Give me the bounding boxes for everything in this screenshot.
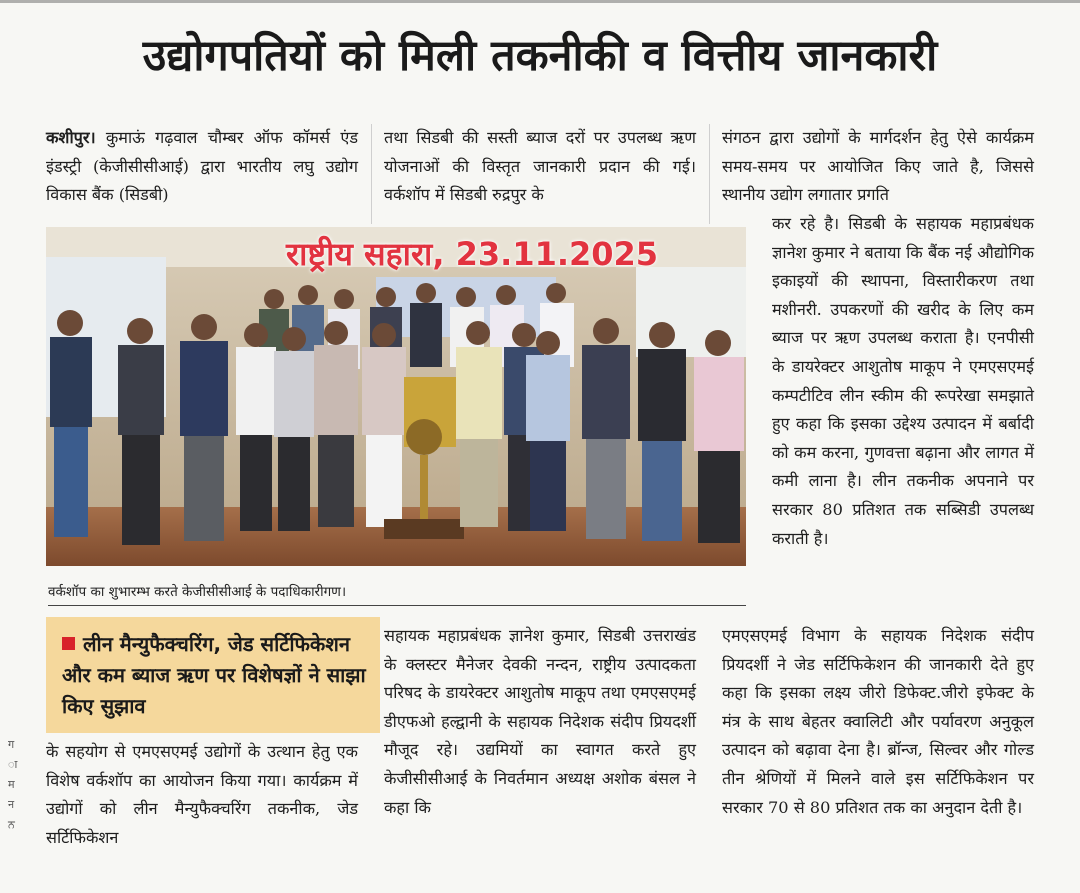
column-3-side-text: कर रहे है। सिडबी के सहायक महाप्रबंधक ज्ञानेश कुमार ने बताया कि बैंक नई औद्योगिक इकाइयों की स्थापना, विस्तारीकरण तथा मशीनरी. उपकरणों की खरीद के लिए कम ब्याज पर ऋण उपलब्ध कराता है। एनपीसी के डायरेक्टर आशुतोष माकूप ने एमएसएमई कम्पटीटिव लीन स्कीम की रूपरेखा समझाते हुए कहा कि इसका उद्देश्य उत्पादन में बर्बादी को कम करना, गुणवत्ता बढ़ाना और लागत में कमी लाना है। लीन तकनीक अपनाने पर सरकार 80 प्रतिशत तक सब्सिडी उपलब्ध कराती है। — [772, 214, 1034, 548]
column-2-top — [384, 124, 696, 210]
column-3-bottom-text: एमएसएमई विभाग के सहायक निदेशक संदीप प्रियदर्शी ने जेड सर्टिफिकेशन की जानकारी देते हुए कहा कि इसका लक्ष्य जीरो डिफेक्ट.जीरो इफेक्ट के मंत्र के साथ बेहतर क्वालिटी और पर्यावरण अनुकूल उत्पादन को बढ़ावा देना है। ब्रॉन्ज, सिल्वर और गोल्ड तीन श्रेणियों में मिलने वाले इस सर्टिफिकेशन पर सरकार 70 से 80 प्रतिशत तक का अनुदान देती है। — [722, 626, 1034, 817]
photo-caption: वर्कशॉप का शुभारम्भ करते केजीसीसीआई के पदाधिकारीगण। — [48, 582, 746, 606]
column-1-bottom — [46, 738, 358, 852]
column-1-bottom-text: के सहयोग से एमएसएमई उद्योगों के उत्थान हेतु एक विशेष वर्कशॉप का आयोजन किया गया। कार्यक्रम में उद्योगों को लीन मैन्युफैक्चरिंग तकनीक, जेड सर्टिफिकेशन — [46, 742, 358, 847]
column-rule-2 — [709, 124, 710, 224]
bullet-square-icon — [62, 637, 75, 650]
column-3-top-text: संगठन द्वारा उद्योगों के मार्गदर्शन हेतु ऐसे कार्यक्रम समय-समय पर आयोजित किए जाते है, जिससे स्थानीय उद्योग लगातार प्रगति — [722, 128, 1034, 205]
highlight-text: लीन मैन्युफैक्चरिंग, जेड सर्टिफिकेशन और कम ब्याज ऋण पर विशेषज्ञों ने साझा किए सुझाव — [62, 632, 366, 718]
column-3-side — [772, 210, 1034, 553]
headline: उद्योगपतियों को मिली तकनीकी व वित्तीय जानकारी — [142, 31, 938, 81]
column-1-top — [46, 124, 358, 210]
dateline-place: कशीपुर। — [46, 128, 96, 147]
column-3-top — [722, 124, 1034, 210]
column-rule-1 — [371, 124, 372, 224]
event-photo — [46, 227, 746, 566]
column-2-bottom-text: सहायक महाप्रबंधक ज्ञानेश कुमार, सिडबी उत्तराखंड के क्लस्टर मैनेजर देवकी नन्दन, राष्ट्रीय उत्पादकता परिषद के डायरेक्टर आशुतोष माकूप तथा एमएसएमई डीएफओ हल्द्वानी के सहायक निदेशक संदीप प्रियदर्शी मौजूद रहे। उद्यमियों का स्वागत करते हुए केजीसीसीआई के निवर्तमान अध्यक्ष अशोक बंसल ने कहा कि — [384, 626, 696, 817]
column-3-bottom — [722, 622, 1034, 822]
page-top-edge — [0, 0, 1080, 8]
column-1-top-text: कुमाऊं गढ़वाल चौम्बर ऑफ कॉमर्स एंड इंडस्ट्री (केजीसीसीआई) द्वारा भारतीय लघु उद्योग विकास बैंक (सिडबी) — [46, 128, 358, 205]
margin-marks: ग ा म न ਨ — [8, 738, 18, 831]
highlight-box — [46, 617, 380, 733]
column-2-bottom — [384, 622, 696, 822]
photo-date-stamp: राष्ट्रीय सहारा, 23.11.2025 — [286, 235, 659, 273]
column-2-top-text: तथा सिडबी की सस्ती ब्याज दरों पर उपलब्ध ऋण योजनाओं की विस्तृत जानकारी प्रदान की गई। वर्कशॉप में सिडबी रुद्रपुर के — [384, 128, 696, 205]
